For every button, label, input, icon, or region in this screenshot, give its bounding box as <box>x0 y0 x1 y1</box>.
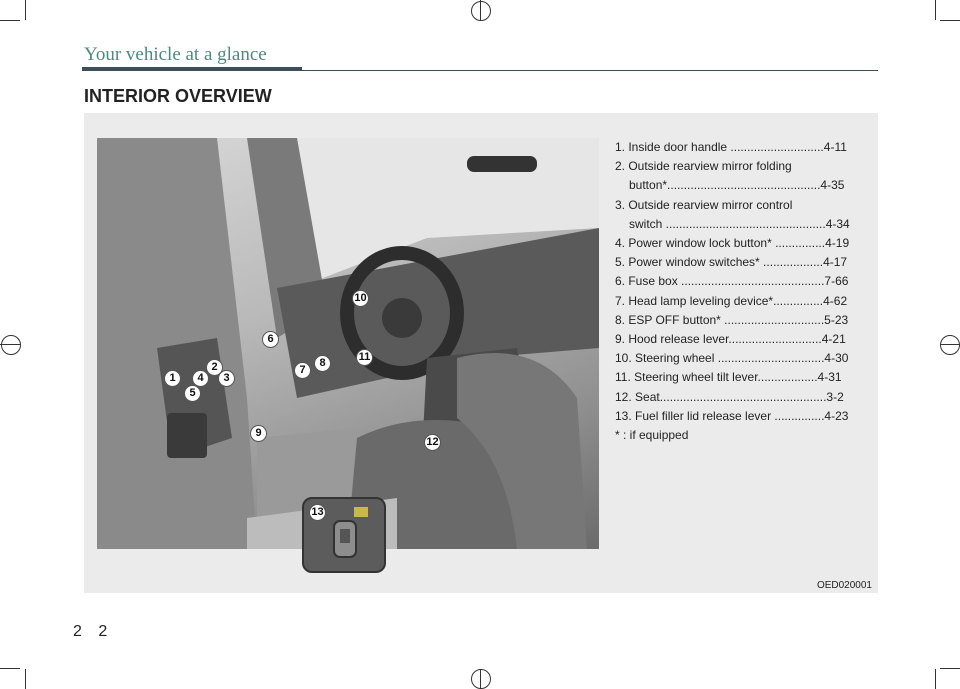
callout-9: 9 <box>251 426 266 441</box>
crop-mark <box>0 20 20 21</box>
legend-item: 4. Power window lock button* ...............4-19 <box>615 236 850 251</box>
section-header: Your vehicle at a glance <box>84 44 267 65</box>
callout-10: 10 <box>354 292 367 304</box>
crop-mark <box>940 668 960 669</box>
page-title: INTERIOR OVERVIEW <box>84 86 272 106</box>
image-code: OED020001 <box>816 580 872 591</box>
legend-footnote: * : if equipped <box>615 428 689 443</box>
page-in-chapter: 2 <box>98 623 110 640</box>
registration-mark <box>940 335 960 355</box>
legend-item: 7. Head lamp leveling device*...............4-62 <box>615 293 848 308</box>
crop-mark <box>940 20 960 21</box>
page-number <box>73 623 109 641</box>
callout-1: 1 <box>165 371 180 386</box>
registration-mark <box>1 335 21 355</box>
legend-item: 13. Fuel filler lid release lever ...............4-23 <box>615 408 849 423</box>
fuel-lid-inset <box>302 497 386 573</box>
callout-8: 8 <box>315 356 330 371</box>
legend-item: 8. ESP OFF button* ..............................5-23 <box>615 312 849 327</box>
header-rule <box>302 70 878 71</box>
callout-6: 6 <box>263 332 278 347</box>
callout-5: 5 <box>185 386 200 401</box>
crop-mark <box>25 669 26 689</box>
crop-mark <box>935 669 936 689</box>
crop-mark <box>25 0 26 20</box>
legend-item: 3. Outside rearview mirror control <box>615 197 793 212</box>
callout-12: 12 <box>426 436 439 448</box>
callout-4: 4 <box>193 371 208 386</box>
registration-mark <box>471 1 491 21</box>
interior-photo <box>97 138 599 549</box>
crop-mark <box>0 668 20 669</box>
legend-item: 11. Steering wheel tilt lever..................4-31 <box>615 370 842 385</box>
legend-item-continuation: switch ................................................4-34 <box>629 216 850 231</box>
legend-item: 9. Hood release lever............................4-21 <box>615 332 846 347</box>
callout-11: 11 <box>358 351 371 363</box>
callout-13: 13 <box>311 506 324 518</box>
legend-item: 2. Outside rearview mirror folding <box>615 159 792 174</box>
legend-item: 12. Seat..................................................3-2 <box>615 389 844 404</box>
chapter-number: 2 <box>73 623 84 640</box>
callout-2: 2 <box>207 360 222 375</box>
component-legend <box>615 138 875 445</box>
interior-drawing <box>97 138 599 549</box>
header-rule <box>82 67 302 71</box>
legend-item: 5. Power window switches* ..................4-17 <box>615 255 848 270</box>
legend-item: 1. Inside door handle ............................4-11 <box>615 140 847 154</box>
crop-mark <box>935 0 936 20</box>
legend-item: 10. Steering wheel ................................4-30 <box>615 351 849 366</box>
callout-7: 7 <box>295 363 310 378</box>
callout-3: 3 <box>219 371 234 386</box>
legend-item-continuation: button*..............................................4-35 <box>629 178 845 193</box>
legend-item: 6. Fuse box ...........................................7-66 <box>615 274 849 289</box>
illustration-panel <box>84 113 878 593</box>
registration-mark <box>471 669 491 689</box>
